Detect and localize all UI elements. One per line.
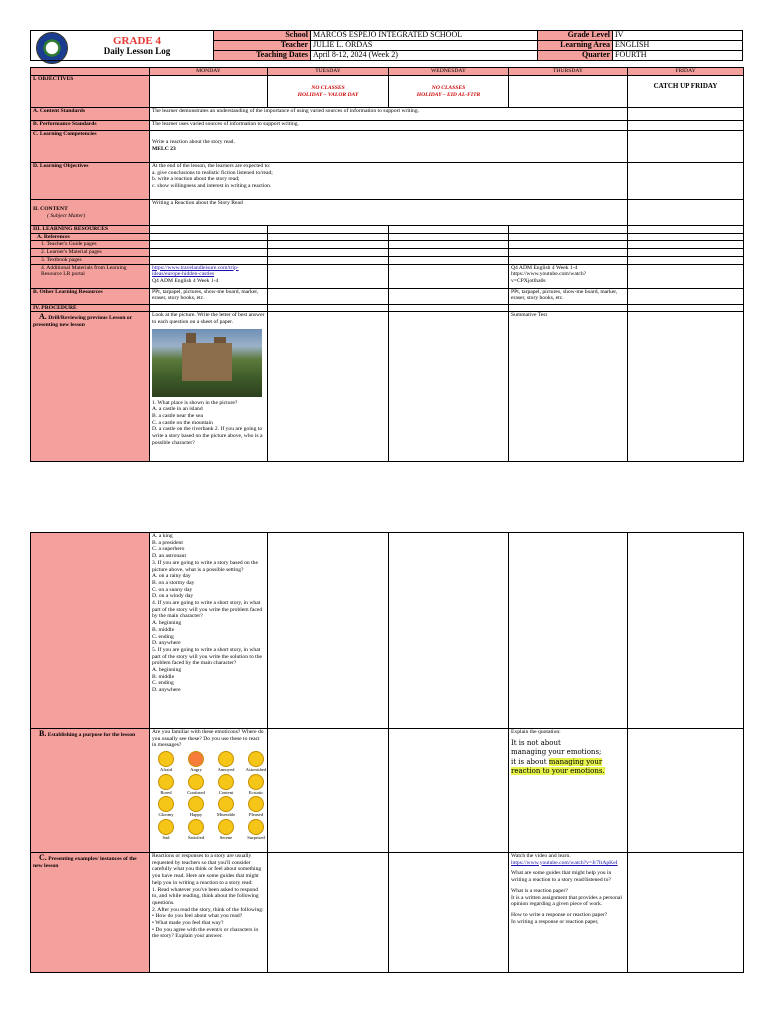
objective-line: At the end of the lesson, the learners are expected to: <box>152 163 271 169</box>
emoticon-label: Ecstatic <box>248 789 264 795</box>
face-icon <box>188 819 204 835</box>
face-icon <box>218 774 234 790</box>
monday-other-resources: PPt, tarpapel, pictures, show-me board, marker, eraser, story books, etc. <box>150 288 268 304</box>
guide-step: 1. Read whatever you've been asked to respond to, and while reading, think about the following questions. <box>152 886 259 906</box>
teacher-value: JULIE L. ORDAS <box>311 41 538 51</box>
purpose-letter: B. <box>39 729 47 738</box>
choice-line: A. beginning <box>152 667 182 674</box>
tuesday-holiday-name: HOLIDAY – VALOR DAY <box>297 91 359 98</box>
choice-line: D. a castle on the riverbank 2. If you are going to write a story based on the picture above, who is a possible character? <box>152 426 263 446</box>
grade-title: GRADE 4 <box>113 34 161 47</box>
emoticon-label: Happy <box>189 812 203 818</box>
thursday-other-resources: PPt, tarpapel, pictures, show-me board, marker, eraser, story books, etc. <box>509 288 628 304</box>
day-tuesday: TUESDAY <box>268 68 389 76</box>
emoticon <box>212 751 240 773</box>
lesson-table-page2 <box>30 532 744 973</box>
emoticon-label: Pleased <box>248 812 264 818</box>
quotation-image <box>511 739 625 777</box>
melc-code: MELC 23 <box>152 145 176 152</box>
emoticon-label: Confused <box>187 789 205 795</box>
objectives-heading: I. OBJECTIVES <box>31 76 150 108</box>
content-sub-label: ( Subject Matter) <box>47 212 86 219</box>
drill-letter: A. <box>39 312 47 322</box>
emoticon <box>152 774 180 796</box>
competencies-cell <box>150 131 628 163</box>
monday-drill <box>150 312 268 462</box>
ref-additional-materials: 4. Additional Materials from Learning Resource LR portal <box>31 264 150 288</box>
purpose-label: Establishing a purpose for the lesson <box>47 732 136 738</box>
face-icon <box>158 751 174 767</box>
adm-reference: Q4 ADM English 4 Week 1-4 <box>152 277 219 284</box>
face-icon <box>248 751 264 767</box>
performance-standards-text: The learner uses varied sources of information to support writing. <box>150 121 628 131</box>
emoticon <box>182 751 210 773</box>
monday-examples <box>150 853 268 973</box>
guide-bullet: • What made you feel that way? <box>152 920 224 927</box>
choice-line: D. on a windy day <box>152 593 194 600</box>
dates-label: Teaching Dates <box>214 51 311 61</box>
choice-line: D. anywhere <box>152 640 181 647</box>
choice-line: A. on a rainy day <box>152 573 191 580</box>
learning-area-value: ENGLISH <box>613 41 743 51</box>
choice-line: B. a president <box>152 539 183 546</box>
tuesday-holiday <box>268 76 389 108</box>
monday-drill-continued <box>150 533 268 729</box>
emoticon <box>212 796 240 818</box>
youtube-link-part2[interactable]: v=CPXjotlha0s <box>511 277 546 284</box>
wednesday-holiday <box>389 76 509 108</box>
emoticon-label: Miserable <box>216 812 236 818</box>
choice-line: C. a castle on the mountain <box>152 419 213 426</box>
day-monday: MONDAY <box>150 68 268 76</box>
emoticon <box>182 796 210 818</box>
content-label: II. CONTENT <box>33 205 68 212</box>
choice-line: A. a castle in an island <box>152 406 203 413</box>
face-icon <box>158 819 174 835</box>
monday-purpose <box>150 729 268 853</box>
choice-line: A. a king <box>152 533 173 539</box>
grade-level-label: Grade Level <box>538 31 613 41</box>
castle-photo <box>152 329 262 397</box>
emoticon-label: Afraid <box>160 767 172 773</box>
face-icon <box>188 796 204 812</box>
thursday-additional-materials <box>509 264 628 288</box>
day-thursday: THURSDAY <box>509 68 628 76</box>
examples-label: Presenting examples/ instances of the new lesson <box>33 856 137 869</box>
learning-objectives-cell <box>150 163 628 200</box>
emoticon <box>242 751 270 773</box>
emoticon-label: Serene <box>219 834 233 840</box>
face-icon <box>158 796 174 812</box>
performance-standards-label: B. Performance Standards <box>31 121 150 131</box>
quote-line: managing your emotions; <box>511 748 602 757</box>
lesson-table-page1 <box>30 67 744 462</box>
choice-line: D. an astronaut <box>152 553 187 560</box>
dates-value: April 8-12, 2024 (Week 2) <box>311 51 538 61</box>
day-wednesday: WEDNESDAY <box>389 68 509 76</box>
emoticon-label: Sad <box>162 834 170 840</box>
face-icon <box>218 751 234 767</box>
question-line: 5. If you are going to write a short story, in what part of the story will you write the solution to the problem faced by the main character? <box>152 646 262 667</box>
thursday-examples <box>509 853 628 973</box>
ref-learners-material: 2. Learner's Material pages <box>31 249 150 257</box>
content-standards-text: The learner demonstrates an understanding of the importance of using varied sources of information to support writing. <box>150 108 628 121</box>
video-link[interactable]: https://www.youtube.com/watch?v=Jr7ItApKeI <box>511 859 618 866</box>
emoticon <box>152 819 180 841</box>
objective-line: b. write a reaction about the story read; <box>152 176 240 183</box>
guide-question: What is a reaction paper? <box>511 887 568 894</box>
references-label: A. References <box>31 233 150 241</box>
quarter-value: FOURTH <box>613 51 743 61</box>
castles-link[interactable]: https://www.travelandleisure.com/trip-ideas/europe-hidden-castles <box>152 264 239 278</box>
quote-line: It is not about <box>511 738 561 747</box>
emoticon-label: Bored <box>160 789 172 795</box>
emoticon-label: Satisfied <box>187 834 205 840</box>
school-label: School <box>214 31 311 41</box>
emoticon <box>182 774 210 796</box>
emoticon-label: Content <box>218 789 234 795</box>
face-icon <box>248 796 264 812</box>
emoticon-label: Astonished <box>245 767 267 773</box>
question-line: 1. What place is shown in the picture? <box>152 399 238 406</box>
emoticon-label: Gloomy <box>158 812 174 818</box>
emoticon <box>242 796 270 818</box>
choice-line: B. middle <box>152 673 175 680</box>
header-table <box>30 30 743 61</box>
catch-up-friday: CATCH UP FRIDAY <box>628 76 744 108</box>
emoticon <box>152 751 180 773</box>
content-value: Writing a Reaction about the Story Read <box>150 200 628 226</box>
monday-additional-materials <box>150 264 268 288</box>
tuesday-no-classes: NO CLASSES <box>311 84 345 91</box>
other-resources-label: B. Other Learning Resources <box>31 288 150 304</box>
choice-line: B. a castle near the sea <box>152 413 203 420</box>
wednesday-holiday-name: HOLIDAY – EID AL-FITR <box>416 91 481 98</box>
learning-objectives-label: D. Learning Objectives <box>31 163 150 200</box>
log-title: Daily Lesson Log <box>103 45 171 56</box>
face-icon <box>218 819 234 835</box>
emoticon <box>242 774 270 796</box>
face-icon <box>218 796 234 812</box>
quote-line: it is about <box>511 757 547 766</box>
choice-line: B. middle <box>152 626 175 633</box>
emoticon-grid <box>152 751 265 840</box>
teacher-label: Teacher <box>214 41 311 51</box>
youtube-link-part1[interactable]: https://www.youtube.com/watch? <box>511 271 587 278</box>
drill-intro: Look at the picture. Write the letter of best answer to each question on a sheet of paper. <box>152 312 265 325</box>
objective-line: c. show willingness and interest in writing a reaction. <box>152 183 272 190</box>
examples-label-cell <box>31 853 150 973</box>
emoticon <box>242 819 270 841</box>
face-icon <box>188 751 204 767</box>
wednesday-no-classes: NO CLASSES <box>431 84 466 91</box>
face-icon <box>158 774 174 790</box>
procedure-heading: IV. PROCEDURE <box>31 304 150 312</box>
guide-bullet: • Do you agree with the event/s or characters in the story? Explain your answer. <box>152 926 259 940</box>
competencies-text: Write a reaction about the story read. <box>152 139 235 145</box>
face-icon <box>248 774 264 790</box>
resources-heading: III. LEARNING RESOURCES <box>31 226 150 234</box>
corner-cell <box>31 68 150 76</box>
adm-reference: Q4 ADM English 4 Week 1-4 <box>511 264 578 271</box>
choice-line: A. beginning <box>152 620 182 627</box>
drill-label-cell <box>31 312 150 462</box>
guide-bullet: • How do you feel about what you read? <box>152 913 243 920</box>
examples-letter: C. <box>39 853 47 862</box>
drill-label: Drill/Reviewing previous Lesson or presenting new lesson <box>33 315 133 328</box>
competencies-label: C. Learning Competencies <box>31 131 150 163</box>
emoticon-label: Angry <box>190 767 202 773</box>
choice-line: C. ending <box>152 633 174 640</box>
purpose-label-cell <box>31 729 150 853</box>
quote-highlight: managing your reaction to your emotions. <box>511 757 605 776</box>
emoticon <box>182 819 210 841</box>
content-heading <box>31 200 150 226</box>
school-value: MARCOS ESPEJO INTEGRATED SCHOOL <box>311 31 538 41</box>
summative-test: Summative Test <box>509 312 628 462</box>
emoticon <box>152 796 180 818</box>
choice-line: C. a superhero <box>152 546 185 553</box>
definition: It is a written assignment that provides a personal opinion regarding a given piece of work. <box>511 894 622 908</box>
guide-paragraph: Reactions or responses to a story are usually requested by teachers so that you'll consider carefully what you think or feel about something you have read. Here are some guides that might help you in writing a reaction to a story read: <box>152 853 262 886</box>
question-line: 4. If you are going to write a short story, in what part of the story will you write the problem faced by the main character? <box>152 600 263 620</box>
emoticon-label: Annoyed <box>217 767 235 773</box>
day-friday: FRIDAY <box>628 68 744 76</box>
ref-teachers-guide: 1. Teacher's Guide pages <box>31 241 150 249</box>
choice-line: C. ending <box>152 680 174 687</box>
quotation-prompt: Explain the quotation: <box>511 729 561 735</box>
header-title-cell <box>31 31 214 61</box>
learning-area-label: Learning Area <box>538 41 613 51</box>
emoticon <box>212 819 240 841</box>
quarter-label: Quarter <box>538 51 613 61</box>
choice-line: C. on a sunny day <box>152 586 193 593</box>
question-line: 3. If you are going to write a story based on the picture above, what is a possible setting? <box>152 559 258 573</box>
thursday-purpose <box>509 729 628 853</box>
emoticon-question: Are you familiar with these emoticons? Where do you usually see these? Do you use these to react in messages? <box>152 729 264 749</box>
emoticon <box>212 774 240 796</box>
face-icon <box>188 774 204 790</box>
guide-step: 2. After you read the story, think of the following: <box>152 906 264 913</box>
guide-question: How to write a response or reaction paper? <box>511 911 608 918</box>
choice-line: D. anywhere <box>152 687 181 694</box>
guide-question: What are some guides that might help you in writing a reaction to a story read/listened to? <box>511 870 612 884</box>
video-prompt: Watch the video and learn. <box>511 853 571 859</box>
objective-line: a. give conclusions to realistic fiction listened to/read; <box>152 169 273 176</box>
choice-line: B. on a stormy day <box>152 579 195 586</box>
definition: In writing a response or reaction paper, <box>511 918 599 925</box>
content-standards-label: A. Content Standards <box>31 108 150 121</box>
grade-level-value: IV <box>613 31 743 41</box>
emoticon-label: Surprised <box>247 834 265 840</box>
face-icon <box>248 819 264 835</box>
ref-textbook: 3. Textbook pages <box>31 256 150 264</box>
